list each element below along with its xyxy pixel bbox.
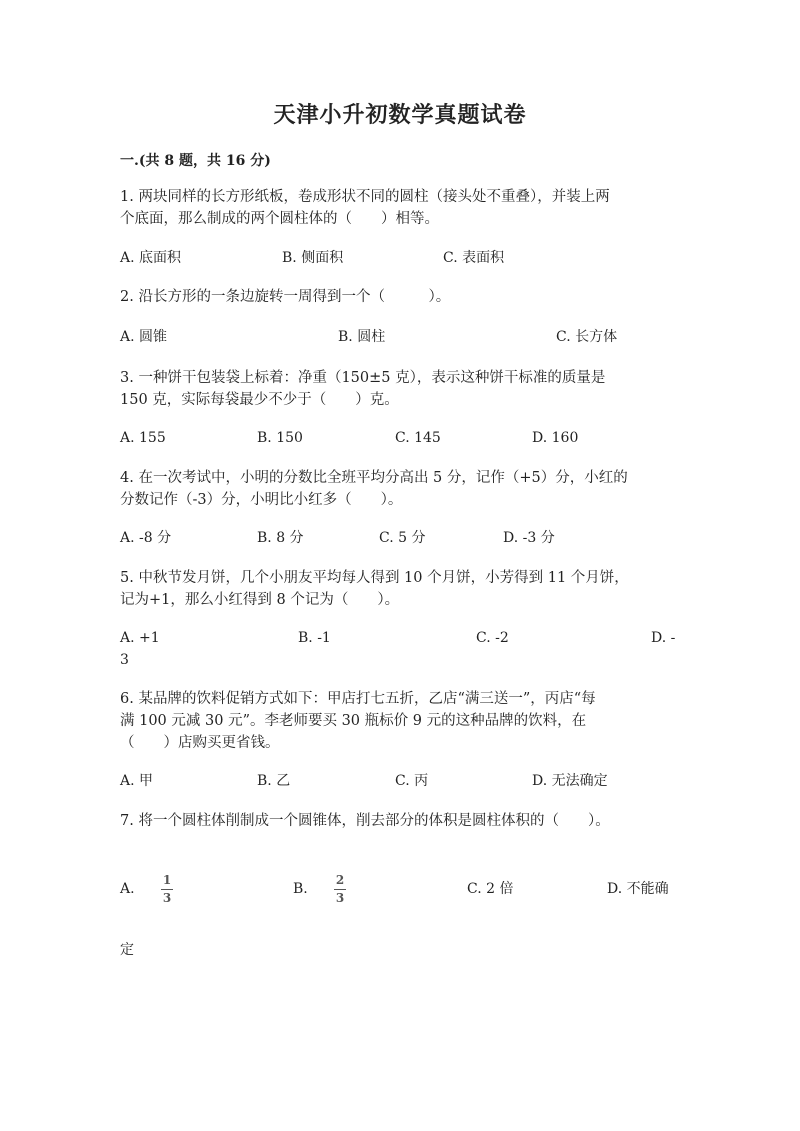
question-text-line: 6. 某品牌的饮料促销方式如下：甲店打七五折，乙店“满三送一”，丙店“每 [120, 691, 596, 707]
option-a[interactable]: A. 底面积 [120, 250, 182, 266]
question-text-line: 满 100 元减 30 元”。李老师要买 30 瓶标价 9 元的这种品牌的饮料，在 [120, 713, 587, 729]
fraction-numerator: 2 [335, 873, 345, 887]
option-d[interactable]: D. 160 [532, 430, 579, 446]
fraction-bar [334, 889, 346, 890]
option-b[interactable]: B. [293, 881, 308, 897]
fraction-bar [161, 889, 173, 890]
option-c[interactable]: C. 5 分 [379, 530, 426, 546]
option-b[interactable]: B. 8 分 [257, 530, 304, 546]
option-a[interactable]: A. [120, 881, 135, 897]
option-d[interactable]: D. 不能确 [607, 881, 669, 897]
option-b[interactable]: B. -1 [298, 630, 331, 646]
option-c[interactable]: C. 丙 [395, 773, 429, 789]
option-d-wrap: 定 [120, 942, 134, 958]
question-3 [120, 367, 680, 411]
question-text-line: 个底面，那么制成的两个圆柱体的（ ）相等。 [120, 211, 439, 227]
question-7 [120, 810, 680, 832]
fraction-denominator: 3 [162, 891, 172, 905]
option-c[interactable]: C. 145 [395, 430, 441, 446]
option-d[interactable]: D. 无法确定 [532, 773, 608, 789]
question-1 [120, 186, 680, 230]
option-d[interactable]: D. -3 分 [503, 530, 555, 546]
option-a[interactable]: A. 甲 [120, 773, 154, 789]
option-a[interactable]: A. -8 分 [120, 530, 172, 546]
question-text-line: 3. 一种饼干包装袋上标着：净重（150±5 克），表示这种饼干标准的质量是 [120, 370, 606, 386]
option-c[interactable]: C. 长方体 [556, 329, 618, 345]
question-text-line: 4. 在一次考试中，小明的分数比全班平均分高出 5 分，记作（+5）分，小红的 [120, 470, 628, 486]
option-a[interactable]: A. +1 [120, 630, 160, 646]
option-b[interactable]: B. 侧面积 [282, 250, 344, 266]
question-text-line: 1. 两块同样的长方形纸板，卷成形状不同的圆柱（接头处不重叠），并装上两 [120, 189, 610, 205]
question-text-line: 记为+1，那么小红得到 8 个记为（ ）。 [120, 592, 400, 608]
option-c[interactable]: C. -2 [476, 630, 509, 646]
option-b[interactable]: B. 150 [257, 430, 303, 446]
question-2 [120, 286, 680, 308]
question-text-line: 150 克，实际每袋最少不少于（ ）克。 [120, 392, 399, 408]
option-b[interactable]: B. 乙 [257, 773, 291, 789]
section-header: 一.(共 8 题，共 16 分) [120, 153, 271, 169]
fraction-two-thirds [334, 873, 346, 905]
option-c[interactable]: C. 表面积 [443, 250, 505, 266]
question-text-line: 分数记作（-3）分，小明比小红多（ ）。 [120, 492, 403, 508]
option-c[interactable]: C. 2 倍 [467, 881, 514, 897]
fraction-one-third [161, 873, 173, 905]
option-a[interactable]: A. 圆锥 [120, 329, 168, 345]
question-4 [120, 467, 680, 511]
option-a[interactable]: A. 155 [120, 430, 166, 446]
fraction-denominator: 3 [335, 891, 345, 905]
question-text-line: 2. 沿长方形的一条边旋转一周得到一个（ ）。 [120, 289, 451, 305]
option-d[interactable]: D. - [651, 630, 676, 646]
question-6 [120, 688, 680, 754]
option-d-wrap: 3 [120, 652, 129, 668]
page-title: 天津小升初数学真题试卷 [273, 102, 527, 128]
option-b[interactable]: B. 圆柱 [338, 329, 386, 345]
question-text-line: 5. 中秋节发月饼，几个小朋友平均每人得到 10 个月饼，小芳得到 11 个月饼， [120, 570, 629, 586]
fraction-numerator: 1 [162, 873, 172, 887]
question-text-line: （ ）店购买更省钱。 [120, 735, 280, 751]
question-text-line: 7. 将一个圆柱体削制成一个圆锥体，削去部分的体积是圆柱体积的（ ）。 [120, 813, 610, 829]
question-5 [120, 567, 680, 611]
